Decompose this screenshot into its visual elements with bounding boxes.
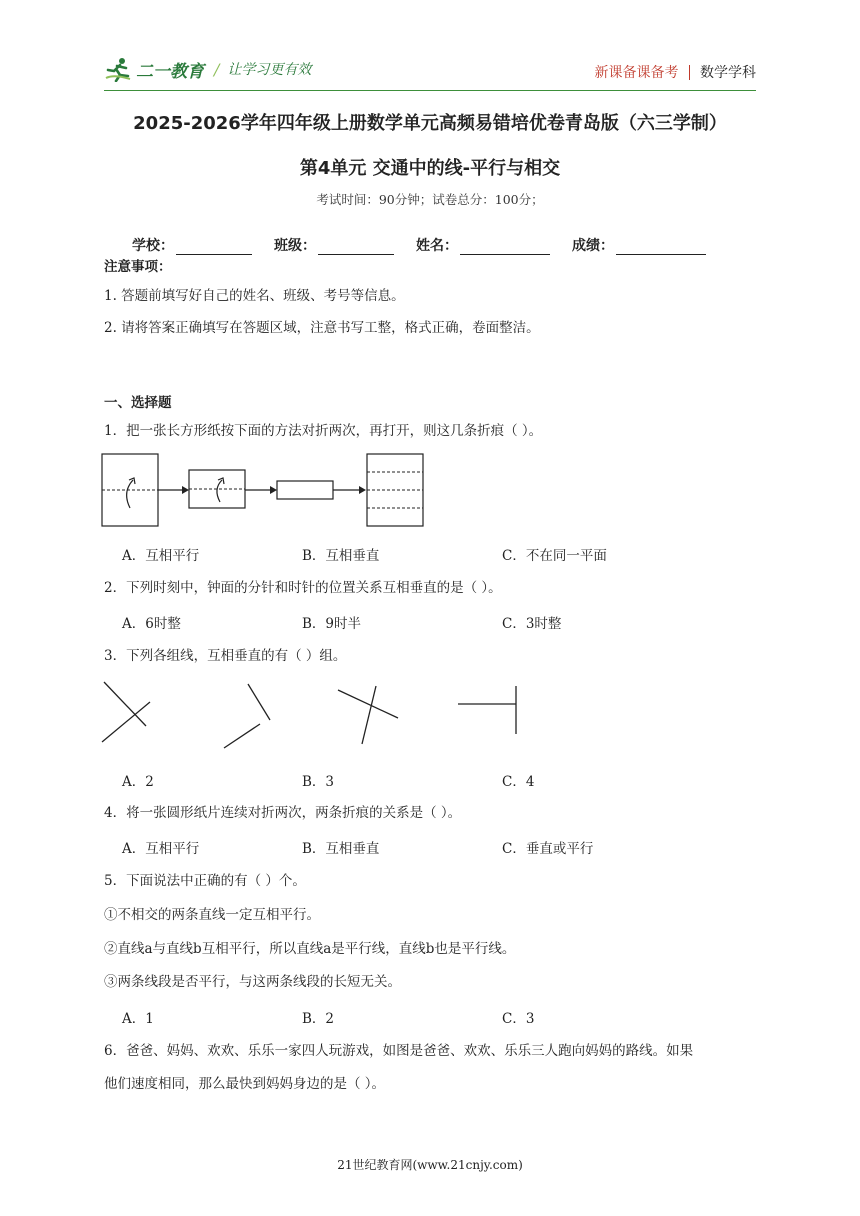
notes-title: 注意事项： <box>104 259 172 275</box>
q5-statement-3: ③两条线段是否平行，与这两条线段的长短无关。 <box>104 974 401 990</box>
note-1: 1. 答题前填写好自己的姓名、班级、考号等信息。 <box>104 288 405 304</box>
q3-option-c[interactable]: C．4 <box>502 774 535 790</box>
logo-text: 二一教育 <box>136 61 204 82</box>
page-title: 2025-2026学年四年级上册数学单元高频易错培优卷青岛版（六三学制） <box>133 113 727 134</box>
name-field[interactable]: 姓名： <box>416 235 550 255</box>
q5-option-b[interactable]: B．2 <box>302 1011 335 1027</box>
class-field[interactable]: 班级： <box>274 235 394 255</box>
question-1-stem: 1．把一张长方形纸按下面的方法对折两次，再打开，则这几条折痕（ ）。 <box>104 423 543 439</box>
brand <box>104 56 311 82</box>
note-2: 2. 请将答案正确填写在答题区域，注意书写工整，格式正确，卷面整洁。 <box>104 320 540 336</box>
header-separator <box>689 65 691 80</box>
footer: 21世纪教育网(www.21cnjy.com) <box>337 1158 523 1172</box>
divider-slash: / <box>214 59 220 79</box>
q1-option-b[interactable]: B．互相垂直 <box>302 548 380 564</box>
q5-statement-1: ①不相交的两条直线一定互相平行。 <box>104 907 320 923</box>
q5-option-c[interactable]: C．3 <box>502 1011 535 1027</box>
student-fields <box>132 235 728 255</box>
header-rule <box>104 90 756 91</box>
q2-option-a[interactable]: A．6时整 <box>122 616 181 632</box>
q2-option-b[interactable]: B．9时半 <box>302 616 362 632</box>
question-5-stem: 5．下面说法中正确的有（ ）个。 <box>104 873 306 889</box>
header-red-text: 新课备课备考 <box>594 65 679 81</box>
q3-option-a[interactable]: A．2 <box>122 774 154 790</box>
q3-option-b[interactable]: B．3 <box>302 774 335 790</box>
score-field[interactable]: 成绩： <box>572 235 706 255</box>
runner-logo-icon <box>104 56 132 82</box>
q4-option-b[interactable]: B．互相垂直 <box>302 841 380 857</box>
question-3-stem: 3．下列各组线，互相垂直的有（ ）组。 <box>104 648 347 664</box>
section-title: 一、选择题 <box>104 395 172 411</box>
page-subtitle: 第4单元 交通中的线-平行与相交 <box>299 158 561 179</box>
header-subject-text: 数学学科 <box>700 65 756 81</box>
header-subject <box>595 62 757 82</box>
q4-option-a[interactable]: A．互相平行 <box>122 841 200 857</box>
question-6-stem-line2: 他们速度相同，那么最快到妈妈身边的是（ ）。 <box>104 1076 386 1092</box>
exam-info: 考试时间：90分钟；试卷总分：100分； <box>316 192 544 207</box>
q1-option-a[interactable]: A．互相平行 <box>122 548 200 564</box>
slogan: 让学习更有效 <box>227 62 312 78</box>
q3-lines-diagram <box>100 678 530 754</box>
school-field[interactable]: 学校： <box>132 235 252 255</box>
question-2-stem: 2．下列时刻中，钟面的分针和时针的位置关系互相垂直的是（ ）。 <box>104 580 502 596</box>
q1-folding-diagram <box>100 452 430 530</box>
q5-statement-2: ②直线a与直线b互相平行，所以直线a是平行线，直线b也是平行线。 <box>104 941 516 957</box>
q2-option-c[interactable]: C．3时整 <box>502 616 562 632</box>
question-6-stem-line1: 6．爸爸、妈妈、欢欢、乐乐一家四人玩游戏，如图是爸爸、欢欢、乐乐三人跑向妈妈的路线。如果 <box>104 1043 694 1059</box>
q1-option-c[interactable]: C．不在同一平面 <box>502 548 607 564</box>
q4-option-c[interactable]: C．垂直或平行 <box>502 841 594 857</box>
question-4-stem: 4．将一张圆形纸片连续对折两次，两条折痕的关系是（ ）。 <box>104 805 462 821</box>
q5-option-a[interactable]: A．1 <box>122 1011 154 1027</box>
